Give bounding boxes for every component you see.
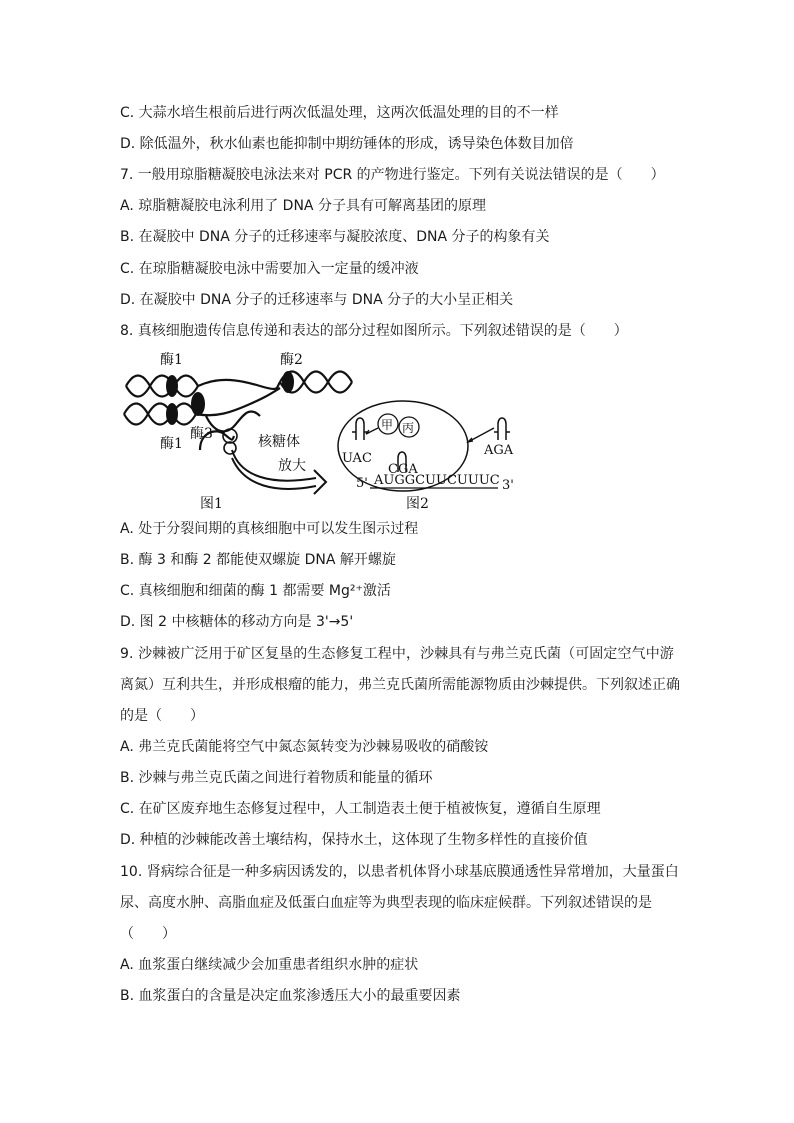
option-d-q6: D. 除低温外，秋水仙素也能抑制中期纺锤体的形成，诱导染色体数目加倍 — [120, 136, 574, 152]
question-8: 8. 真核细胞遗传信息传递和表达的部分过程如图所示。下列叙述错误的是（ ） — [120, 323, 628, 339]
question-9-line-1: 9. 沙棘被广泛用于矿区复垦的生态修复工程中，沙棘具有与弗兰克氏菌（可固定空气中游 — [120, 646, 674, 662]
option-d-q9: D. 种植的沙棘能改善土壤结构，保持水土，这体现了生物多样性的直接价值 — [120, 832, 588, 848]
mrna-5-prime: 5' — [356, 476, 368, 491]
label-enzyme1-top: 酶1 — [160, 352, 183, 368]
question-7: 7. 一般用琼脂糖凝胶电泳法来对 PCR 的产物进行鉴定。下列有关说法错误的是（ ） — [120, 167, 665, 183]
anticodon-right: AGA — [484, 443, 514, 458]
caption-fig1: 图1 — [200, 496, 223, 512]
option-b-q10: B. 血浆蛋白的含量是决定血浆渗透压大小的最重要因素 — [120, 988, 461, 1004]
option-a-q8: A. 处于分裂间期的真核细胞中可以发生图示过程 — [120, 521, 419, 537]
anticodon-left: UAC — [342, 451, 372, 466]
option-c-q6: C. 大蒜水培生根前后进行两次低温处理，这两次低温处理的目的不一样 — [120, 105, 559, 121]
label-ribosome: 核糖体 — [258, 434, 300, 450]
label-enzyme2: 酶2 — [280, 352, 303, 368]
option-c-q9: C. 在矿区废弃地生态修复过程中，人工制造表土便于植被恢复，遵循自生原理 — [120, 801, 601, 817]
label-jia: 甲 — [381, 418, 394, 432]
fig1-dna-helices — [124, 372, 352, 451]
option-a-q9: A. 弗兰克氏菌能将空气中氮态氮转变为沙棘易吸收的硝酸铵 — [120, 739, 489, 755]
option-a-q7: A. 琼脂糖凝胶电泳利用了 DNA 分子具有可解离基团的原理 — [120, 198, 486, 214]
label-enzyme3: 酶3 — [190, 426, 213, 442]
mrna-sequence: AUGGCUUCUUUC — [374, 473, 500, 488]
question-9-line-2: 离氮）互利共生，并形成根瘤的能力，弗兰克氏菌所需能源物质由沙棘提供。下列叙述正确 — [120, 677, 680, 693]
label-bing: 丙 — [402, 421, 415, 435]
ribosome-icon — [223, 429, 237, 454]
question-10-line-1: 10. 肾病综合征是一种多病因诱发的，以患者机体肾小球基底膜通透性异常增加，大量蛋白 — [120, 864, 679, 880]
option-b-q8: B. 酶 3 和酶 2 都能使双螺旋 DNA 解开螺旋 — [120, 552, 396, 568]
option-b-q9: B. 沙棘与弗兰克氏菌之间进行着物质和能量的循环 — [120, 770, 433, 786]
option-d-q8: D. 图 2 中核糖体的移动方向是 3'→5' — [120, 614, 354, 630]
option-b-q7: B. 在凝胶中 DNA 分子的迁移速率与凝胶浓度、DNA 分子的构象有关 — [120, 229, 550, 245]
caption-fig2: 图2 — [406, 496, 429, 512]
option-c-q7: C. 在琼脂糖凝胶电泳中需要加入一定量的缓冲液 — [120, 261, 419, 277]
option-c-q8: C. 真核细胞和细菌的酶 1 都需要 Mg²⁺激活 — [120, 583, 391, 599]
question-10-line-2: 尿、高度水肿、高脂血症及低蛋白血症等为典型表现的临床症候群。下列叙述错误的是 — [120, 895, 652, 911]
question-10-line-3: （ ） — [120, 926, 176, 942]
anticodon-middle: CGA — [388, 462, 418, 477]
option-a-q10: A. 血浆蛋白继续减少会加重患者组织水肿的症状 — [120, 957, 419, 973]
option-d-q7: D. 在凝胶中 DNA 分子的迁移速率与 DNA 分子的大小呈正相关 — [120, 292, 514, 308]
label-magnify: 放大 — [278, 458, 306, 474]
question-9-line-3: 的是（ ） — [120, 708, 204, 724]
label-enzyme1-bottom: 酶1 — [160, 436, 183, 452]
mrna-3-prime: 3' — [502, 478, 514, 493]
figure-dna-replication-translation — [120, 346, 540, 514]
